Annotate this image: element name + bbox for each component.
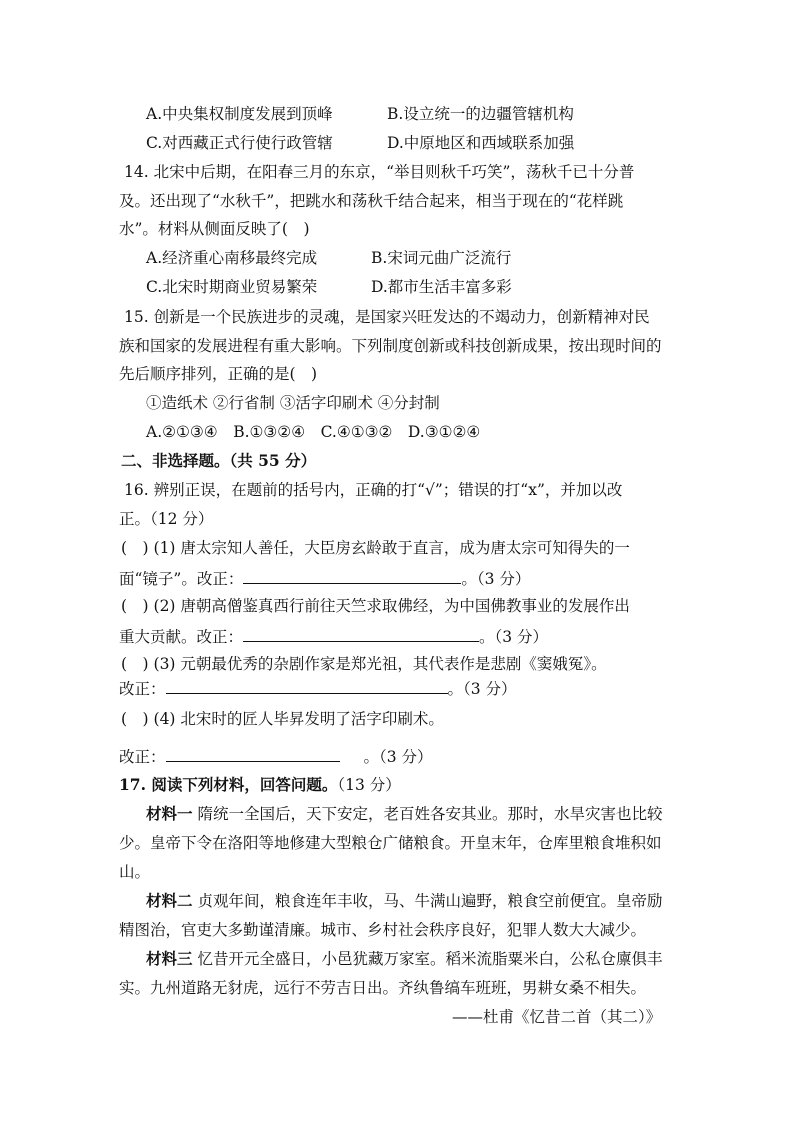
q16-item-3-line-1: ( ) (3) 元朝最优秀的杂剧作家是郑光祖，其代表作是悲剧《窦娥冤》。 [121, 655, 607, 673]
q14-stem-line-2: 及。还出现了“水秋千”，把跳水和荡秋千结合起来，相当于现在的“花样跳 [119, 192, 624, 210]
q17-material-2-line-2: 精图治，官吏大多勤谨清廉。城市、乡村社会秩序良好，犯罪人数大大减少。 [119, 921, 647, 939]
q16-item-4-answer-blank[interactable] [166, 745, 340, 762]
q16-item-2-line-1: ( ) (2) 唐朝高僧鉴真西行前往天竺求取佛经，为中国佛教事业的发展作出 [121, 597, 630, 615]
q16-item-4-line-1: ( ) (4) 北宋时的匠人毕昇发明了活字印刷术。 [121, 710, 444, 728]
q16-item-4-prefix: 改正： [119, 748, 166, 766]
q16-item-3-answer-blank[interactable] [166, 677, 448, 694]
q17-title [119, 775, 401, 795]
q15-stem-line-3: 先后顺序排列，正确的是( ) [119, 365, 318, 383]
q17-material-2-text: 贞观年间，粮食连年丰收，马、牛满山遍野，粮食空前便宜。皇帝励 [192, 892, 663, 910]
q14-stem-line-3: 水”。材料从侧面反映了( ) [119, 220, 310, 238]
q17-title-text: 17. 阅读下列材料，回答问题。 [119, 775, 338, 794]
q17-material-2-line-1 [146, 891, 662, 911]
q16-item-1-correction [119, 567, 530, 589]
q14-option-c: C.北宋时期商业贸易繁荣 [146, 278, 318, 296]
q17-material-3-label: 材料三 [146, 949, 193, 968]
q13-option-a: A.中央集权制度发展到顶峰 [146, 105, 333, 123]
q16-item-4-correction [119, 745, 433, 767]
q16-item-2-suffix: 。（3 分） [479, 628, 549, 646]
q17-material-1-line-3: 山。 [119, 863, 151, 881]
q16-item-1-answer-blank[interactable] [243, 567, 461, 584]
q17-score: （13 分） [337, 776, 401, 794]
q16-item-1-line-1: ( ) (1) 唐太宗知人善任，大臣房玄龄敢于直言，成为唐太宗可知得失的一 [121, 539, 630, 557]
q16-stem-line-1: 16. 辨别正误，在题前的括号内，正确的打“√”；错误的打“x”，并加以改 [124, 481, 623, 499]
q15-options: A.②①③④ B.①③②④ C.④①③② D.③①②④ [146, 423, 481, 441]
q17-material-3-line-2: 实。九州道路无豺虎，远行不劳吉日出。齐纨鲁缟车班班，男耕女桑不相失。 [119, 979, 647, 997]
q17-material-3-line-1 [146, 949, 662, 969]
q13-option-d: D.中原地区和西域联系加强 [387, 134, 575, 152]
q15-stem-line-2: 族和国家的发展进程有重大影响。下列制度创新或科技创新成果，按出现时间的 [119, 337, 662, 355]
q16-item-4-suffix: 。（3 分） [363, 748, 433, 766]
q13-option-b: B.设立统一的边疆管辖机构 [387, 105, 574, 123]
q16-item-3-correction [119, 677, 517, 699]
q16-item-3-prefix: 改正： [119, 680, 166, 698]
q17-material-1-line-2: 少。皇帝下令在洛阳等地修建大型粮仓广储粮食。开皇末年，仓库里粮食堆积如 [119, 834, 662, 852]
q17-material-1-line-1 [146, 804, 662, 824]
q16-item-2-correction [119, 625, 548, 647]
q17-material-1-label: 材料一 [146, 804, 193, 823]
q17-source: ——杜甫《忆昔二首（其二）》 [452, 1008, 662, 1026]
q16-item-2-answer-blank[interactable] [243, 625, 479, 642]
q13-option-c: C.对西藏正式行使行政管辖 [146, 134, 333, 152]
q17-material-2-label: 材料二 [146, 891, 193, 910]
q16-item-2-prefix: 重大贡献。改正： [119, 628, 244, 646]
q14-option-b: B.宋词元曲广泛流行 [371, 249, 512, 267]
q16-item-1-prefix: 面“镜子”。改正： [119, 570, 244, 588]
q15-stem-line-1: 15. 创新是一个民族进步的灵魂，是国家兴旺发达的不竭动力，创新精神对民 [124, 308, 650, 326]
q16-item-1-suffix: 。（3 分） [461, 570, 531, 588]
q14-option-a: A.经济重心南移最终完成 [146, 249, 318, 267]
q16-item-3-suffix: 。（3 分） [447, 680, 517, 698]
q16-stem-line-2: 正。（12 分） [119, 510, 214, 528]
q14-option-d: D.都市生活丰富多彩 [371, 278, 512, 296]
q14-stem-line-1: 14. 北宋中后期，在阳春三月的东京，“举目则秋千巧笑”，荡秋千已十分普 [124, 163, 635, 181]
q15-items: ①造纸术 ②行省制 ③活字印刷术 ④分封制 [146, 394, 440, 412]
q17-material-3-text: 忆昔开元全盛日，小邑犹藏万家室。稻米流脂粟米白，公私仓廪俱丰 [192, 950, 663, 968]
q17-material-1-text: 隋统一全国后，天下安定，老百姓各安其业。那时，水旱灾害也比较 [192, 805, 663, 823]
section-2-title: 二、非选择题。（共 55 分） [121, 451, 317, 470]
